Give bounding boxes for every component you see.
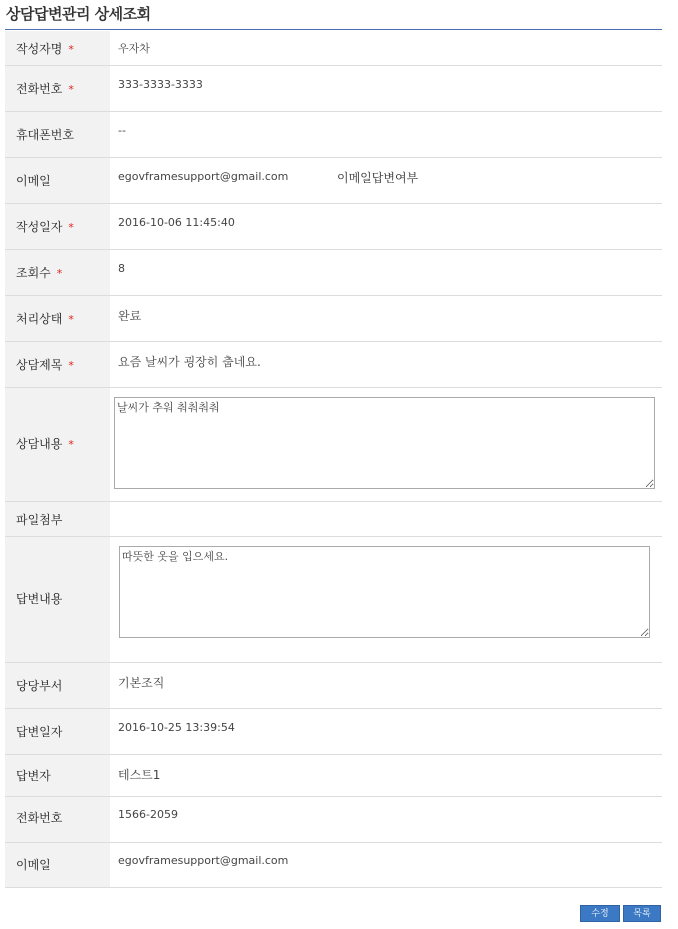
row-answer-content bbox=[5, 537, 662, 663]
row-attachment bbox=[5, 502, 662, 537]
row-subject bbox=[5, 342, 662, 388]
required-mark: * bbox=[68, 313, 74, 326]
label-text: 전화번호 bbox=[16, 811, 63, 825]
label-cell bbox=[5, 296, 110, 341]
row-dept bbox=[5, 663, 662, 709]
write-date-value: 2016-10-06 11:45:40 bbox=[118, 216, 235, 229]
label-text: 답변일자 bbox=[16, 725, 63, 739]
required-mark: * bbox=[68, 83, 74, 96]
label-text: 조회수 bbox=[16, 266, 51, 280]
content-textarea[interactable] bbox=[114, 397, 655, 489]
label-cell bbox=[5, 66, 110, 111]
label-cell bbox=[5, 342, 110, 387]
label-text: 작성자명 bbox=[16, 42, 63, 56]
mobile-value: -- bbox=[118, 124, 126, 137]
label-cell bbox=[5, 158, 110, 203]
edit-button[interactable]: 수정 bbox=[580, 905, 620, 922]
label-cell bbox=[5, 663, 110, 708]
label-text: 파일첨부 bbox=[16, 513, 63, 527]
row-email bbox=[5, 158, 662, 204]
dept-value: 기본조직 bbox=[118, 676, 165, 690]
title-divider bbox=[5, 29, 662, 30]
row-answer-date bbox=[5, 709, 662, 755]
label-cell bbox=[5, 755, 110, 796]
row-content bbox=[5, 388, 662, 502]
label-cell bbox=[5, 31, 110, 65]
label-cell bbox=[5, 502, 110, 536]
view-count-value: 8 bbox=[118, 262, 125, 275]
list-button[interactable]: 목록 bbox=[623, 905, 661, 922]
label-text: 작성일자 bbox=[16, 220, 63, 234]
subject-value: 요즘 날씨가 굉장히 춥네요. bbox=[118, 355, 261, 369]
required-mark: * bbox=[68, 221, 74, 234]
label-text: 이메일 bbox=[16, 174, 51, 188]
label-text: 상담내용 bbox=[16, 437, 63, 451]
email-reply-label: 이메일답변여부 bbox=[337, 171, 419, 185]
phone-value: 333-3333-3333 bbox=[118, 78, 203, 91]
answer-date-value: 2016-10-25 13:39:54 bbox=[118, 721, 235, 734]
required-mark: * bbox=[68, 43, 74, 56]
row-answerer-phone bbox=[5, 797, 662, 843]
writer-name-value: 우자차 bbox=[118, 42, 150, 55]
row-phone bbox=[5, 66, 662, 112]
label-cell bbox=[5, 204, 110, 249]
label-cell bbox=[5, 388, 110, 501]
label-text: 답변자 bbox=[16, 769, 51, 783]
label-text: 이메일 bbox=[16, 858, 51, 872]
required-mark: * bbox=[68, 359, 74, 372]
label-text: 전화번호 bbox=[16, 82, 63, 96]
label-cell bbox=[5, 797, 110, 842]
label-cell bbox=[5, 709, 110, 754]
status-value: 완료 bbox=[118, 309, 142, 323]
row-writer-name bbox=[5, 31, 662, 66]
label-cell bbox=[5, 250, 110, 295]
label-text: 휴대폰번호 bbox=[16, 128, 74, 142]
row-answerer bbox=[5, 755, 662, 797]
row-mobile bbox=[5, 112, 662, 158]
row-answerer-email bbox=[5, 843, 662, 888]
answerer-value: 테스트1 bbox=[118, 768, 161, 782]
row-view-count bbox=[5, 250, 662, 296]
answerer-phone-value: 1566-2059 bbox=[118, 808, 178, 821]
row-status bbox=[5, 296, 662, 342]
answer-content-textarea[interactable] bbox=[119, 546, 650, 638]
label-text: 당당부서 bbox=[16, 679, 63, 693]
row-write-date bbox=[5, 204, 662, 250]
label-text: 답변내용 bbox=[16, 592, 63, 606]
email-value: egovframesupport@gmail.com bbox=[118, 170, 289, 183]
label-cell bbox=[5, 843, 110, 887]
label-cell bbox=[5, 112, 110, 157]
label-text: 상담제목 bbox=[16, 358, 63, 372]
label-text: 처리상태 bbox=[16, 312, 63, 326]
label-cell bbox=[5, 537, 110, 662]
answerer-email-value: egovframesupport@gmail.com bbox=[118, 854, 289, 867]
page-title: 상담답변관리 상세조회 bbox=[6, 5, 151, 23]
required-mark: * bbox=[68, 438, 74, 451]
required-mark: * bbox=[56, 267, 63, 280]
